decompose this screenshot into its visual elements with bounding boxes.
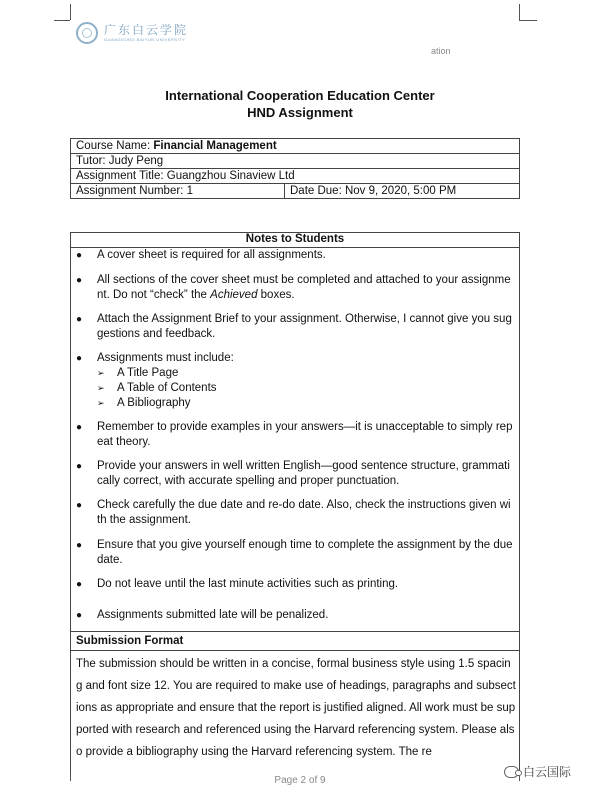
list-item — [71, 498, 519, 528]
page-title: International Cooperation Education Center — [165, 88, 435, 103]
bullet-text: Do not leave until the last minute activities such as printing. — [97, 578, 399, 590]
list-item — [71, 248, 519, 263]
table-row — [71, 154, 520, 169]
bullet-text: Ensure that you give yourself enough time to complete the assignment by the due date. — [97, 539, 513, 566]
arrow-icon: ➢ — [97, 368, 105, 378]
sub-item-text: A Bibliography — [117, 397, 191, 409]
bullet-icon: ● — [76, 353, 83, 364]
bullet-icon: ● — [76, 540, 83, 551]
bullet-text: Assignments submitted late will be penalized. — [97, 609, 329, 621]
course-name-label: Course Name: — [76, 139, 151, 152]
date-due-cell: Date Due: Nov 9, 2020, 5:00 PM — [285, 184, 520, 199]
bullet-text: Attach the Assignment Brief to your assignment. Otherwise, I cannot give you suggestions and feedback. — [97, 313, 512, 340]
bullet-text: Provide your answers in well written English—good sentence structure, grammatically correct, with accurate spelling and proper punctuation. — [97, 460, 510, 487]
crop-mark — [70, 4, 71, 20]
submission-format-heading: Submission Format — [71, 631, 519, 651]
header-right-text: ation — [431, 46, 451, 56]
watermark — [504, 763, 571, 780]
list-item — [71, 351, 519, 411]
list-item — [71, 577, 519, 592]
notes-to-students-box — [70, 232, 520, 772]
table-row — [71, 169, 520, 184]
crop-mark — [519, 20, 537, 21]
bullet-icon: ● — [76, 500, 83, 511]
list-item — [71, 538, 519, 568]
bullet-text — [97, 273, 513, 303]
bullet-text: A cover sheet is required for all assignments. — [97, 249, 326, 261]
sub-list-item — [97, 366, 513, 381]
crop-mark — [54, 20, 70, 21]
achieved-word: Achieved — [210, 289, 258, 301]
assignment-number-cell: Assignment Number: 1 — [71, 184, 285, 199]
course-name-cell — [71, 139, 520, 154]
table-row — [71, 184, 520, 199]
list-item — [71, 608, 519, 623]
sub-item-text: A Table of Contents — [117, 382, 217, 394]
watermark-text: 白云国际 — [523, 765, 572, 779]
submission-format-body: The submission should be written in a concise, formal business style using 1.5 spacing and font size 12. You are required to make use of headings, paragraphs and subsections as appropriate and ensure that the report is justified aligned. All work must be supported with research and referenced using the Harvard referencing system. Please also provide a bibliography using the Harvard referencing system. The re — [76, 658, 516, 758]
bullet-text-part: Assignments must include: — [97, 352, 234, 364]
bullet-text-part: All sections of the cover sheet must be completed and attached to your assignment. Do not “check” the — [97, 274, 511, 301]
notes-heading: Notes to Students — [71, 233, 519, 248]
list-item — [71, 273, 519, 303]
bullet-icon: ● — [76, 250, 83, 261]
table-row — [71, 139, 520, 154]
course-name-value: Financial Management — [153, 139, 277, 152]
tutor-cell: Tutor: Judy Peng — [71, 154, 520, 169]
logo-text — [104, 24, 188, 43]
arrow-icon: ➢ — [97, 383, 105, 393]
bullet-icon: ● — [76, 579, 83, 590]
seal-icon — [76, 22, 98, 44]
list-item — [71, 312, 519, 342]
sub-list-item — [97, 381, 513, 396]
bullet-icon: ● — [76, 610, 83, 621]
bullet-icon: ● — [76, 461, 83, 472]
page-number: Page 2 of 9 — [274, 775, 326, 786]
page-subtitle: HND Assignment — [247, 105, 353, 120]
bullet-text: Remember to provide examples in your answers—it is unacceptable to simply repeat theory. — [97, 421, 513, 448]
bullet-text — [97, 351, 513, 411]
bullet-text-part: boxes. — [257, 289, 295, 301]
bullet-icon: ● — [76, 275, 83, 286]
sub-item-text: A Title Page — [117, 367, 179, 379]
assignment-title-cell: Assignment Title: Guangzhou Sinaview Ltd — [71, 169, 520, 184]
arrow-icon: ➢ — [97, 398, 105, 408]
bullet-icon: ● — [76, 422, 83, 433]
university-logo — [76, 22, 188, 44]
assignment-info-table — [70, 138, 520, 199]
list-item — [71, 459, 519, 489]
list-item — [71, 420, 519, 450]
crop-mark — [519, 4, 520, 20]
bullet-text: Check carefully the due date and re-do date. Also, check the instructions given with the assignment. — [97, 499, 511, 526]
bullet-icon: ● — [76, 314, 83, 325]
logo-chinese-name: 广东白云学院 — [104, 22, 189, 37]
sub-list-item — [97, 396, 513, 411]
logo-english-name: GUANGDONG BAIYUN UNIVERSITY — [104, 36, 186, 42]
wechat-icon — [504, 766, 519, 778]
